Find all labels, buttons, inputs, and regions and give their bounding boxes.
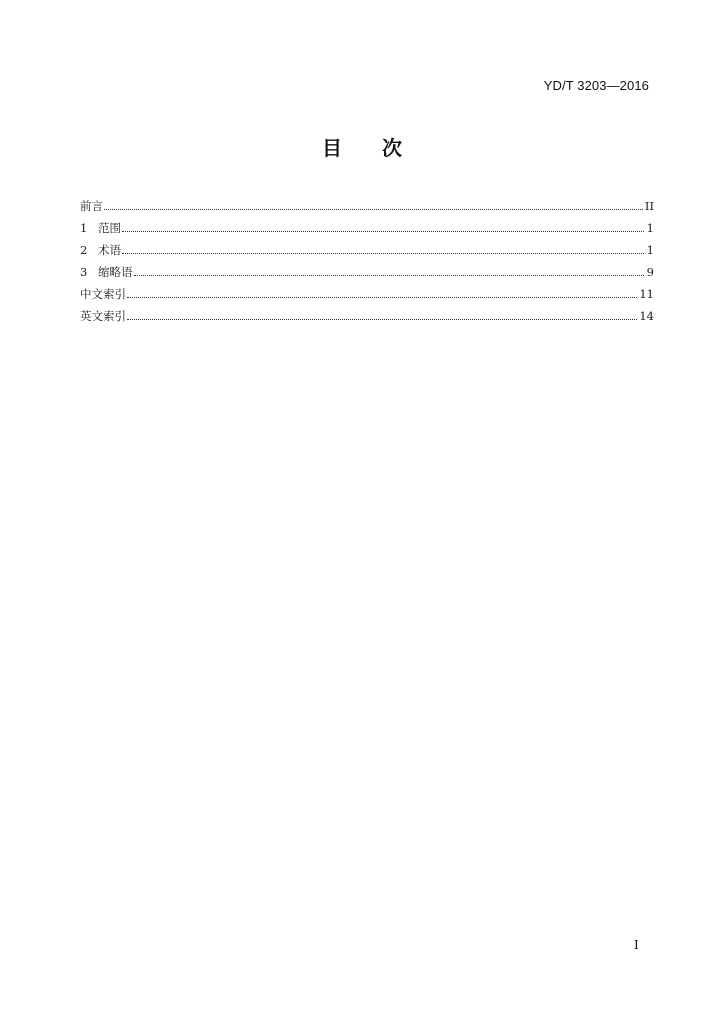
title-char-1: 目 bbox=[322, 136, 342, 160]
toc-entry-label: 中文索引 bbox=[80, 287, 126, 301]
toc-entry-label: 范围 bbox=[98, 221, 121, 235]
title-char-2: 次 bbox=[382, 136, 402, 160]
toc-entry-label: 缩略语 bbox=[98, 265, 133, 279]
table-of-contents bbox=[80, 198, 654, 330]
toc-leader-dots bbox=[127, 318, 637, 320]
toc-entry-number: 3 bbox=[80, 265, 88, 279]
toc-leader-dots bbox=[127, 296, 637, 298]
toc-entry-scope[interactable] bbox=[80, 220, 654, 242]
toc-entry-chinese-index[interactable] bbox=[80, 286, 654, 308]
page-number: I bbox=[634, 938, 639, 952]
toc-entry-page: 14 bbox=[639, 309, 654, 323]
toc-entry-page: 11 bbox=[639, 287, 654, 301]
toc-entry-number: 2 bbox=[80, 243, 88, 257]
document-code: YD/T 3203—2016 bbox=[543, 78, 649, 93]
toc-entry-label: 术语 bbox=[98, 243, 121, 257]
toc-leader-dots bbox=[122, 252, 644, 254]
toc-leader-dots bbox=[104, 208, 643, 210]
toc-entry-page: 9 bbox=[646, 265, 654, 279]
toc-entry-abbreviations[interactable] bbox=[80, 264, 654, 286]
toc-entry-number: 1 bbox=[80, 221, 88, 235]
toc-entry-page: II bbox=[644, 199, 654, 213]
toc-leader-dots bbox=[134, 274, 645, 276]
page-title bbox=[0, 132, 724, 161]
toc-entry-preface[interactable] bbox=[80, 198, 654, 220]
toc-entry-page: 1 bbox=[646, 221, 654, 235]
toc-leader-dots bbox=[122, 230, 644, 232]
toc-entry-page: 1 bbox=[646, 243, 654, 257]
toc-entry-label: 英文索引 bbox=[80, 309, 126, 323]
toc-entry-english-index[interactable] bbox=[80, 308, 654, 330]
toc-entry-label: 前言 bbox=[80, 199, 103, 213]
toc-entry-terms[interactable] bbox=[80, 242, 654, 264]
